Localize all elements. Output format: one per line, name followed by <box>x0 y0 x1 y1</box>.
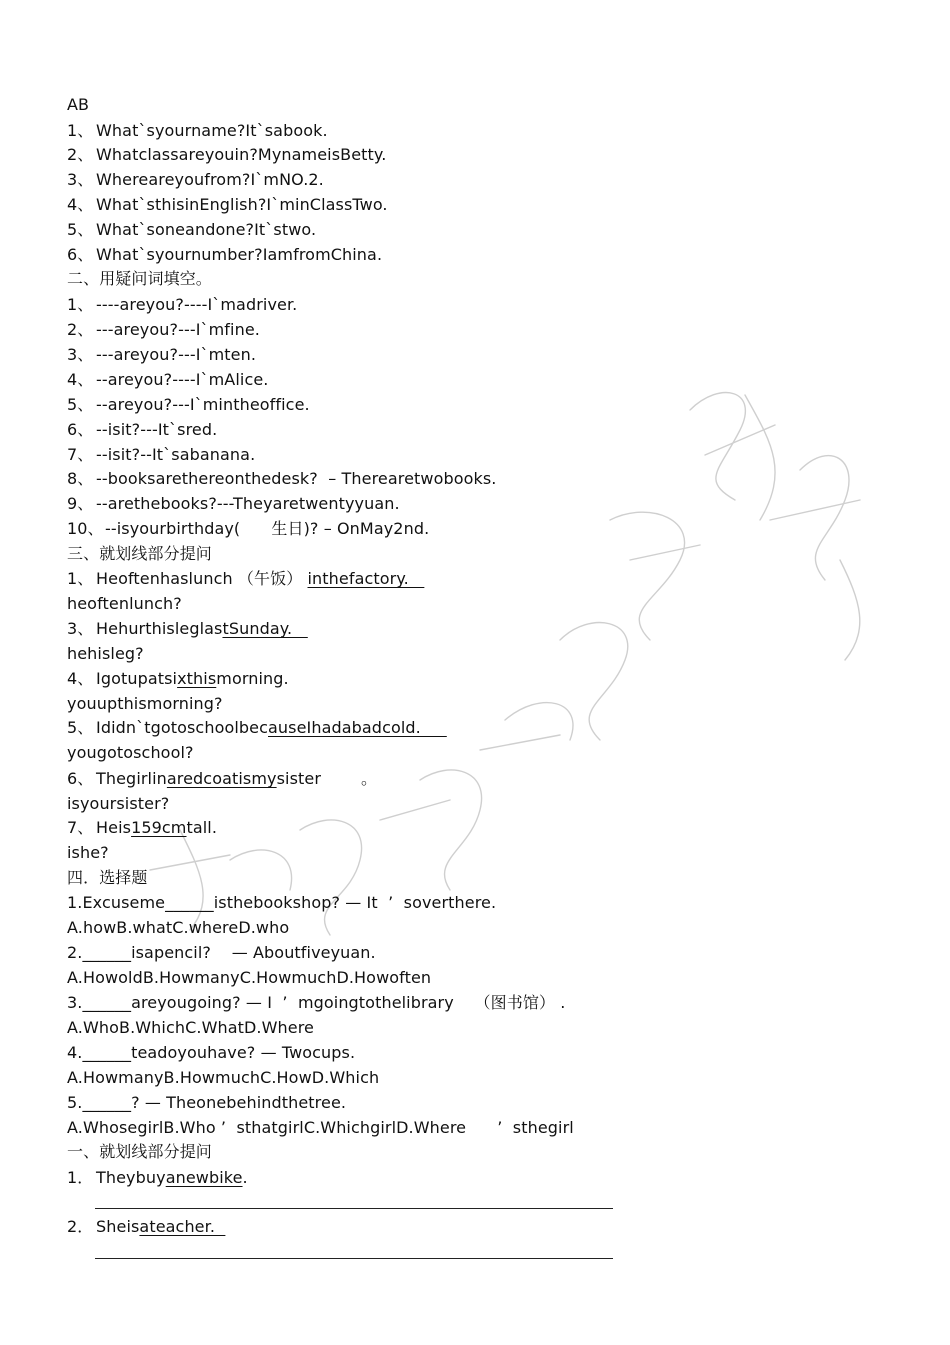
item-number: 4、 <box>67 370 94 389</box>
answer-6: isyoursister? <box>67 794 170 813</box>
item-number: 1、 <box>67 569 94 588</box>
choice-options-1: A.howB.whatC.whereD.who <box>67 918 290 937</box>
item-text: --areyou?---I`mintheoffice. <box>96 395 310 414</box>
item-number: 4、 <box>67 669 94 688</box>
fill-item-4 <box>67 370 268 390</box>
answer-blank-line-1[interactable] <box>95 1208 613 1209</box>
item-text: --isit?--It`sabanana. <box>96 445 256 464</box>
item-number: 3、 <box>67 619 94 638</box>
item-number: 9、 <box>67 494 94 513</box>
underlined-part: anewbike <box>165 1168 243 1187</box>
item-text: ----areyou?----I`madriver. <box>96 295 298 314</box>
fill-item-9 <box>67 494 400 514</box>
fill-item-6 <box>67 420 217 440</box>
item-number: 2、 <box>67 145 94 164</box>
question-text: Theybuy <box>96 1168 166 1187</box>
choice-options-4: A.HowmanyB.HowmuchC.HowD.Which <box>67 1068 380 1087</box>
question-text: Heoftenhaslunch （午饭） <box>96 569 308 588</box>
match-item-5 <box>67 220 316 240</box>
item-number: 1． <box>67 1168 94 1187</box>
question-text-end: tall. <box>186 818 218 837</box>
match-item-1 <box>67 121 328 141</box>
item-text: --arethebooks?---Theyaretwentyyuan. <box>96 494 400 513</box>
item-number: 6、 <box>67 245 94 264</box>
item-number: 5、 <box>67 395 94 414</box>
question-5 <box>67 718 447 738</box>
question-text-end: . <box>242 1168 248 1187</box>
item-number: 7、 <box>67 445 94 464</box>
fill-item-8 <box>67 469 497 489</box>
rewrite-question-2 <box>67 1217 225 1237</box>
match-item-4 <box>67 195 388 215</box>
fill-item-1 <box>67 295 297 315</box>
choice-question-3: 3.______areyougoing? — I ’ mgoingtothelibrary （图书馆） . <box>67 993 566 1012</box>
item-number: 5、 <box>67 220 94 239</box>
item-number: 6、 <box>67 769 94 788</box>
fill-item-7 <box>67 445 255 465</box>
underlined-part: 159cm <box>131 818 187 837</box>
underlined-part: inthefactory. <box>307 569 425 588</box>
underlined-part: aredcoatismy <box>166 769 277 788</box>
item-number: 8、 <box>67 469 94 488</box>
question-4 <box>67 669 289 689</box>
choice-options-5: A.WhosegirlB.Who ’ sthatgirlC.WhichgirlD.Where ’ sthegirl <box>67 1118 574 1137</box>
item-number: 6、 <box>67 420 94 439</box>
match-item-2 <box>67 145 386 165</box>
item-number: 2． <box>67 1217 94 1236</box>
item-text: --isyourbirthday( 生日)? – OnMay2nd. <box>105 519 430 538</box>
question-6 <box>67 769 377 789</box>
question-1 <box>67 569 424 589</box>
item-number: 1、 <box>67 121 94 140</box>
question-text-end: morning. <box>216 669 289 688</box>
question-text: Igotupatsi <box>96 669 178 688</box>
underlined-part: ateacher. <box>139 1217 226 1236</box>
item-number: 4、 <box>67 195 94 214</box>
match-item-6 <box>67 245 382 265</box>
question-text: Thegirlin <box>96 769 167 788</box>
item-text: ---areyou?---I`mfine. <box>96 320 260 339</box>
section-3-title: 三、就划线部分提问 <box>67 544 212 563</box>
underlined-part: tSunday. <box>222 619 308 638</box>
answer-1: heoftenlunch? <box>67 594 182 613</box>
fill-item-3 <box>67 345 256 365</box>
answer-5: yougotoschool? <box>67 743 194 762</box>
question-text: Heis <box>96 818 132 837</box>
fill-item-10 <box>67 519 429 539</box>
answer-7: ishe? <box>67 843 109 862</box>
choice-options-3: A.WhoB.WhichC.WhatD.Where <box>67 1018 314 1037</box>
item-number: 2、 <box>67 320 94 339</box>
section-header-ab: AB <box>67 95 90 114</box>
section-5-title: 一、就划线部分提问 <box>67 1142 212 1161</box>
underlined-part: xthis <box>177 669 217 688</box>
question-period: 。 <box>361 769 378 788</box>
item-text: What`syourname?It`sabook. <box>96 121 328 140</box>
item-text: What`syournumber?IamfromChina. <box>96 245 383 264</box>
item-number: 3、 <box>67 170 94 189</box>
item-number: 7、 <box>67 818 94 837</box>
item-number: 5、 <box>67 718 94 737</box>
question-3 <box>67 619 308 639</box>
item-text: Whatclassareyouin?MynameisBetty. <box>96 145 387 164</box>
item-text: Whereareyoufrom?I`mNO.2. <box>96 170 324 189</box>
question-text: Ididn`tgotoschoolbec <box>96 718 268 737</box>
item-number: 1、 <box>67 295 94 314</box>
fill-item-5 <box>67 395 310 415</box>
item-text: --isit?---It`sred. <box>96 420 218 439</box>
answer-blank-line-2[interactable] <box>95 1258 613 1259</box>
question-text: Sheis <box>96 1217 140 1236</box>
question-text-end: sister <box>276 769 322 788</box>
item-number: 3、 <box>67 345 94 364</box>
match-item-3 <box>67 170 324 190</box>
answer-4: youupthismorning? <box>67 694 223 713</box>
rewrite-question-1 <box>67 1168 248 1188</box>
item-text: What`soneandone?It`stwo. <box>96 220 317 239</box>
choice-question-1: 1.Excuseme______isthebookshop? — It ’ soverthere. <box>67 893 497 912</box>
item-text: --areyou?----I`mAlice. <box>96 370 269 389</box>
item-text: --booksarethereonthedesk? – Therearetwobooks. <box>96 469 497 488</box>
item-number: 10、 <box>67 519 104 538</box>
choice-question-4: 4.______teadoyouhave? — Twocups. <box>67 1043 356 1062</box>
section-4-title: 四．选择题 <box>67 868 148 887</box>
question-text: Hehurthisleglas <box>96 619 223 638</box>
choice-options-2: A.HowoldB.HowmanyC.HowmuchD.Howoften <box>67 968 432 987</box>
item-text: ---areyou?---I`mten. <box>96 345 257 364</box>
fill-item-2 <box>67 320 260 340</box>
underlined-part: auseIhadabadcold. <box>268 718 447 737</box>
choice-question-2: 2.______isapencil? — Aboutfiveyuan. <box>67 943 376 962</box>
choice-question-5: 5.______? — Theonebehindthetree. <box>67 1093 347 1112</box>
item-text: What`sthisinEnglish?I`minClassTwo. <box>96 195 388 214</box>
question-7 <box>67 818 217 838</box>
answer-3: hehisleg? <box>67 644 144 663</box>
section-2-title: 二、用疑问词填空。 <box>67 269 212 288</box>
